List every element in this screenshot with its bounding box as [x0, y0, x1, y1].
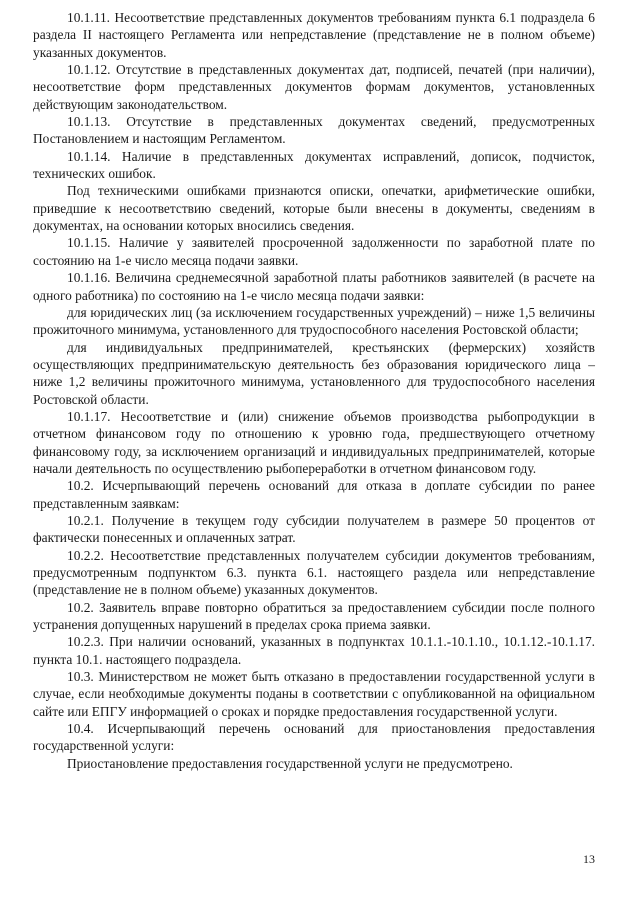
paragraph-10-4: 10.4. Исчерпывающий перечень оснований для приостановления предоставления государственной услуги: — [33, 721, 595, 754]
paragraph-10-2-3: 10.2.3. При наличии оснований, указанных в подпунктах 10.1.1.-10.1.10., 10.1.12.-10.1.17. пункта 10.1. настоящего подраздела. — [33, 634, 595, 667]
paragraph-10-1-17: 10.1.17. Несоответствие и (или) снижение объемов производства рыбопродукции в отчетном финансовом году по отношению к уровню года, предшествующего отчетному финансовому году, за исключением организаций и индивидуальных предпринимателей, которые начали деятельность по осуществлению рыбопереработки в отчетном финансовом году. — [33, 408, 595, 476]
paragraph-technical-errors: Под техническими ошибками признаются описки, опечатки, арифметические ошибки, приведшие к несоответствию сведений, которые были внесены в документы, сведениям в документах, на основании которых вносились сведения. — [33, 183, 595, 234]
paragraph-suspension-not-provided: Приостановление предоставления государственной услуги не предусмотрено. — [67, 755, 513, 771]
page-number: 13 — [583, 852, 595, 866]
paragraph-10-1-14: 10.1.14. Наличие в представленных документах исправлений, дописок, подчисток, технических ошибок. — [33, 148, 595, 182]
paragraph-10-1-11: 10.1.11. Несоответствие представленных документов требованиям пункта 6.1 подраздела 6 раздела II настоящего Регламента или непредставление (представление не в полном объеме) указанных документов. — [33, 10, 595, 60]
paragraph-10-2-2: 10.2.2. Несоответствие представленных получателем субсидии документов требованиям, предусмотренным подпунктом 6.3. пункта 6.1. настоящего раздела или непредставление (представление не в полном объеме) указанных документов. — [33, 547, 595, 598]
paragraph-10-2-1: 10.2.1. Получение в текущем году субсидии получателем в размере 50 процентов от фактически понесенных и оплаченных затрат. — [33, 512, 595, 546]
paragraph-10-2: 10.2. Исчерпывающий перечень оснований для отказа в доплате субсидии по ранее представленным заявкам: — [33, 478, 595, 511]
paragraph-10-1-16: 10.1.16. Величина среднемесячной заработной платы работников заявителей (в расчете на одного работника) по состоянию на 1-е число месяца подачи заявки: — [33, 270, 595, 303]
paragraph-10-1-13: 10.1.13. Отсутствие в представленных документах сведений, предусмотренных Постановлением и настоящим Регламентом. — [33, 114, 595, 147]
paragraph-10-2-reapply: 10.2. Заявитель вправе повторно обратиться за предоставлением субсидии после полного устранения допущенных нарушений в пределах срока приема заявки. — [33, 599, 595, 633]
document-page — [33, 9, 595, 772]
paragraph-10-3: 10.3. Министерством не может быть отказано в предоставлении государственной услуги в случае, если необходимые документы поданы в соответствии с опубликованной на официальном сайте или ЕПГУ информацией о сроках и порядке предоставления государственной услуги. — [33, 669, 595, 719]
paragraph-individual-entrepreneurs: для индивидуальных предпринимателей, крестьянских (фермерских) хозяйств осуществляющих предпринимательскую деятельность без образования юридического лица – ниже 1,2 величины прожиточного минимума, установленного для трудоспособного населения Ростовской области. — [33, 339, 595, 407]
paragraph-legal-entities: для юридических лиц (за исключением государственных учреждений) – ниже 1,5 величины прожиточного минимума, установленного для трудоспособного населения Ростовской области; — [33, 304, 595, 338]
paragraph-10-1-12: 10.1.12. Отсутствие в представленных документах дат, подписей, печатей (при наличии), несоответствие форм представленных документов формам документов, установленных действующим законодательством. — [33, 62, 595, 112]
paragraph-10-1-15: 10.1.15. Наличие у заявителей просроченной задолженности по заработной плате по состоянию на 1-е число месяца подачи заявки. — [33, 235, 595, 268]
